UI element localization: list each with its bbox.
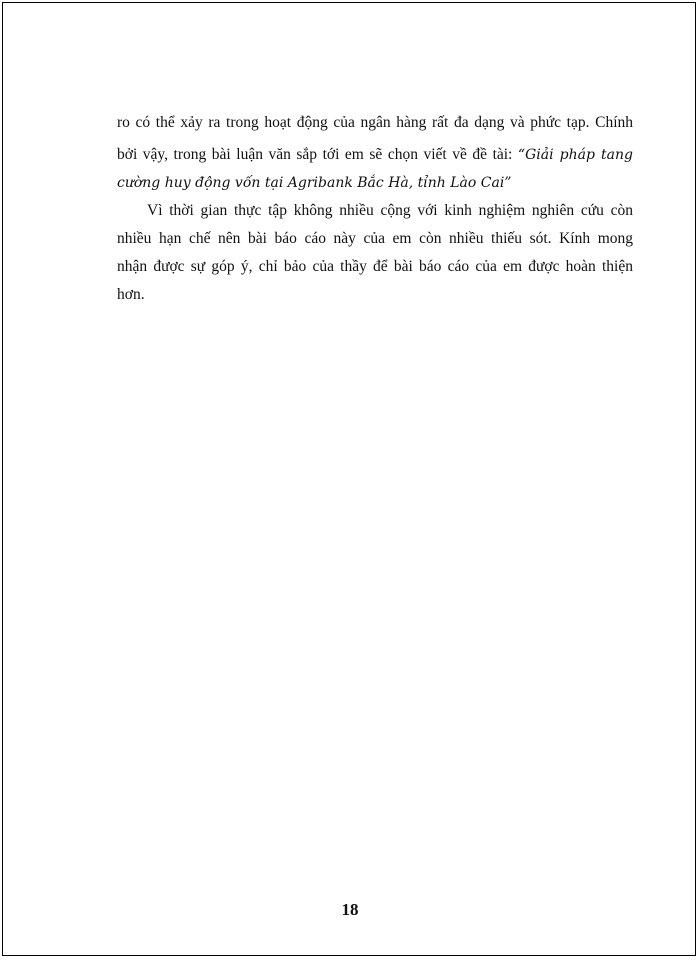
paragraph-line-4 — [147, 201, 633, 221]
paragraph-line-6 — [117, 257, 633, 277]
line-4-text: Vì thời gian thực tập không nhiều cộng với kinh nghiệm nghiên cứu còn — [147, 202, 633, 219]
line-2-text: bởi vậy, trong bài luận văn sắp tới em sẽ chọn viết về đề tài: — [117, 146, 518, 163]
thesis-topic-end: cường huy động vốn tại Agribank Bắc Hà, tỉnh Lào Cai” — [117, 175, 512, 191]
line-6-text: nhận được sự góp ý, chỉ bảo của thầy để bài báo cáo của em được hoàn thiện — [117, 258, 633, 275]
page-number: 18 — [341, 900, 359, 919]
paragraph-line-5 — [117, 229, 633, 249]
thesis-topic-start: “Giải pháp tang — [517, 147, 633, 163]
paragraph-line-7 — [117, 285, 633, 305]
paragraph-line-3 — [117, 173, 633, 193]
line-1-text: ro có thể xảy ra trong hoạt động của ngân hàng rất đa dạng và phức tạp. Chính — [117, 114, 633, 131]
paragraph-line-1 — [117, 113, 633, 133]
paragraph-line-2 — [117, 145, 633, 165]
line-5-text: nhiều hạn chế nên bài báo cáo này của em còn nhiều thiếu sót. Kính mong — [117, 230, 633, 247]
line-7-text: hơn. — [117, 286, 145, 303]
